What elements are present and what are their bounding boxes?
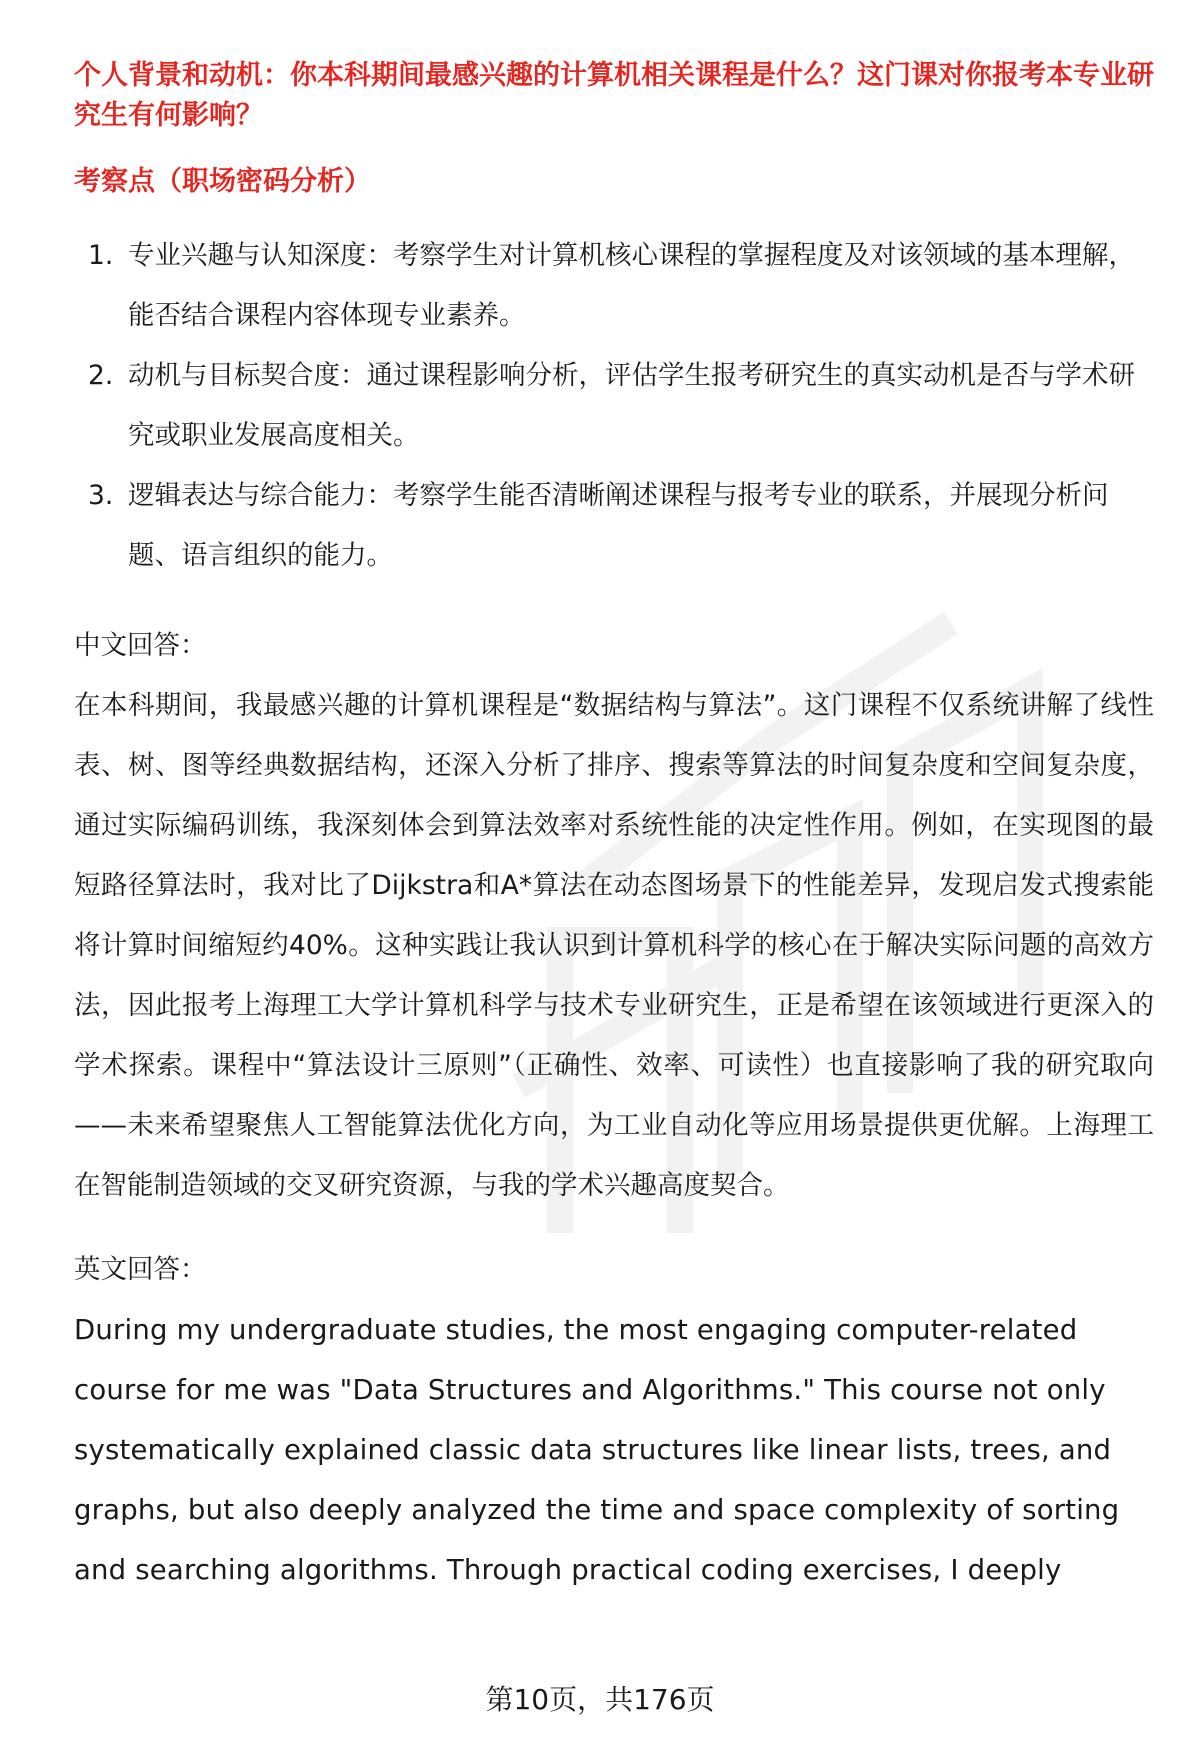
chinese-answer-text: 在本科期间，我最感兴趣的计算机课程是“数据结构与算法”。这门课程不仅系统讲解了线性表、树、图等经典数据结构，还深入分析了排序、搜索等算法的时间复杂度和空间复杂度，通过实际编码训练，我深刻体会到算法效率对系统性能的决定性作用。例如，在实现图的最短路径算法时，我对比了Dijkstra和A*算法在动态图场景下的性能差异，发现启发式搜索能将计算时间缩短约40%。这种实践让我认识到计算机科学的核心在于解决实际问题的高效方法，因此报考上海理工大学计算机科学与技术专业研究生，正是希望在该领域进行更深入的学术探索。课程中“算法设计三原则”（正确性、效率、可读性）也直接影响了我的研究取向——未来希望聚焦人工智能算法优化方向，为工业自动化等应用场景提供更优解。上海理工在智能制造领域的交叉研究资源，与我的学术兴趣高度契合。 <box>74 690 1154 1201</box>
list-text: 逻辑表达与综合能力：考察学生能否清晰阐述课程与报考专业的联系，并展现分析问题、语言组织的能力。 <box>128 480 1109 571</box>
list-item <box>74 346 1154 466</box>
list-item <box>74 226 1154 346</box>
list-item <box>74 466 1154 586</box>
english-answer-text: During my undergraduate studies, the most engaging computer-related course for me was "Data Structures and Algorithms." This course not only systematically explained classic data structures like linear lists, trees, and graphs, but also deeply analyzed the time and space complexity of sorting and searching algorithms. Through practical coding exercises, I deeply <box>74 1314 1120 1586</box>
assessment-points-list <box>74 226 1154 586</box>
list-number: 3. <box>88 480 114 511</box>
list-text: 动机与目标契合度：通过课程影响分析，评估学生报考研究生的真实动机是否与学术研究或职业发展高度相关。 <box>128 360 1135 451</box>
page-number-footer: 第10页，共176页 <box>485 1683 715 1716</box>
english-answer-label: 英文回答： <box>74 1254 207 1285</box>
question-heading: 个人背景和动机：你本科期间最感兴趣的计算机相关课程是什么？这门课对你报考本专业研究生有何影响？ <box>74 60 1154 131</box>
list-text: 专业兴趣与认知深度：考察学生对计算机核心课程的掌握程度及对该领域的基本理解，能否结合课程内容体现专业素养。 <box>128 240 1135 331</box>
chinese-answer-label: 中文回答： <box>74 630 207 661</box>
list-number: 2. <box>88 360 114 391</box>
assessment-points-heading: 考察点（职场密码分析） <box>74 166 371 197</box>
list-number: 1. <box>88 240 114 271</box>
document-page <box>74 56 1154 1624</box>
